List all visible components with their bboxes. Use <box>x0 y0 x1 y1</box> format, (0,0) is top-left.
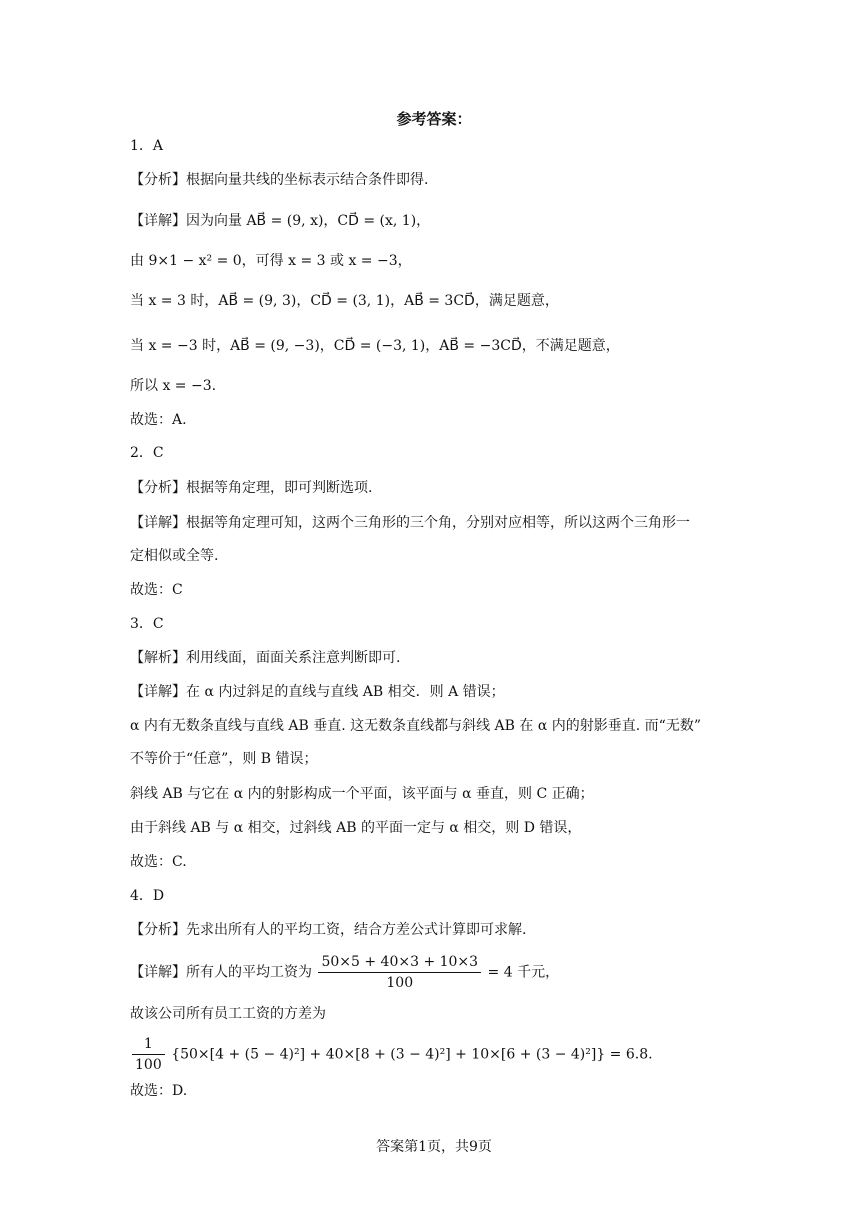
answer-1-case-1: 当 x = 3 时，AB⃗ = (9, 3)，CD⃗ = (3, 1)，AB⃗ = 3CD⃗，满足题意， <box>130 293 559 309</box>
answer-4-variance-formula <box>130 1034 653 1075</box>
answer-4-header: 4．D <box>130 888 165 904</box>
page-footer: 答案第1页，共9页 <box>376 1139 492 1155</box>
answer-2-detail: 【详解】根据等角定理可知，这两个三角形的三个角，分别对应相等，所以这两个三角形一 <box>130 515 690 531</box>
variance-fraction <box>132 1034 165 1075</box>
mean-fraction <box>318 952 481 993</box>
mean-suffix: = 4 千元， <box>487 964 560 981</box>
answer-1-header: 1．A <box>130 138 164 154</box>
answer-1-detail: 【详解】因为向量 AB⃗ = (9, x)，CD⃗ = (x, 1)， <box>130 213 431 229</box>
mean-prefix: 【详解】所有人的平均工资为 <box>130 964 312 981</box>
variance-denominator: 100 <box>135 1057 162 1073</box>
answer-1-analysis: 【分析】根据向量共线的坐标表示结合条件即得. <box>130 172 429 188</box>
answer-4-analysis: 【分析】先求出所有人的平均工资，结合方差公式计算即可求解. <box>130 922 527 938</box>
answer-4-choice: 故选：D. <box>130 1083 188 1099</box>
answer-2-analysis: 【分析】根据等角定理，即可判断选项. <box>130 480 373 496</box>
answer-4-variance-intro: 故该公司所有员工工资的方差为 <box>130 1006 326 1022</box>
answer-3-detail: 【详解】在 α 内过斜足的直线与直线 AB 相交．则 A 错误； <box>130 684 505 700</box>
page-title: 参考答案： <box>396 110 472 128</box>
answer-3-detail-4: 斜线 AB 与它在 α 内的射影构成一个平面，该平面与 α 垂直，则 C 正确； <box>130 786 594 802</box>
answer-1-step: 由 9×1 − x² = 0，可得 x = 3 或 x = −3， <box>130 253 412 269</box>
answer-4-mean-formula <box>130 952 559 993</box>
answer-1-case-2: 当 x = −3 时，AB⃗ = (9, −3)，CD⃗ = (−3, 1)，AB⃗ = −3CD⃗，不满足题意， <box>130 338 620 354</box>
answer-1-choice: 故选：A. <box>130 412 187 428</box>
variance-body: {50×[4 + (5 − 4)²] + 40×[8 + (3 − 4)²] + 10×[6 + (3 − 4)²]} = 6.8. <box>171 1046 653 1063</box>
mean-denominator: 100 <box>386 975 414 991</box>
mean-numerator: 50×5 + 40×3 + 10×3 <box>318 952 481 973</box>
answer-2-header: 2．C <box>130 445 164 461</box>
answer-2-detail-cont: 定相似或全等. <box>130 548 219 564</box>
answer-3-detail-2: α 内有无数条直线与直线 AB 垂直. 这无数条直线都与斜线 AB 在 α 内的射影垂直. 而“无数” <box>130 718 701 734</box>
answer-3-choice: 故选：C. <box>130 854 187 870</box>
answer-3-analysis: 【解析】利用线面，面面关系注意判断即可. <box>130 650 401 666</box>
answer-1-conclusion: 所以 x = −3. <box>130 378 217 394</box>
answer-2-choice: 故选：C <box>130 582 183 598</box>
answer-3-detail-5: 由于斜线 AB 与 α 相交，过斜线 AB 的平面一定与 α 相交，则 D 错误， <box>130 820 582 836</box>
variance-numerator: 1 <box>132 1034 165 1055</box>
answer-3-detail-3: 不等价于“任意”，则 B 错误； <box>130 751 318 767</box>
answer-3-header: 3．C <box>130 616 164 632</box>
